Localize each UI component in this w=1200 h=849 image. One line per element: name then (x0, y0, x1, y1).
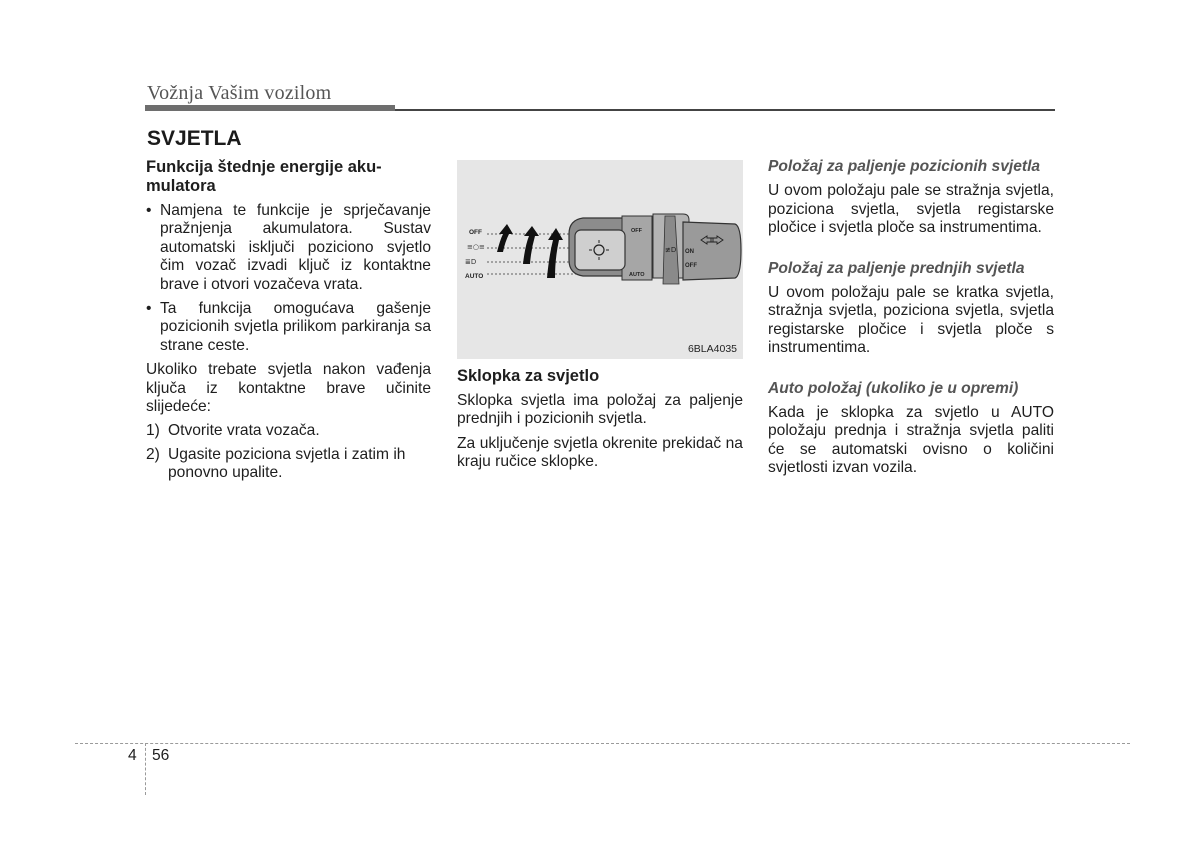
label-auto-left: AUTO (465, 273, 484, 280)
rotation-arrows (497, 224, 563, 278)
page-number: 56 (152, 747, 170, 764)
figure-code: 6BLA4035 (687, 343, 737, 355)
right-subheading: Položaj za paljenje pozicionih svjetla (768, 158, 1041, 175)
middle-heading: Sklopka za svjetlo (457, 367, 600, 385)
middle-paragraph-2: Za uključenje svjetla okrenite prekidač na kraju ručice sklopke. (457, 434, 743, 471)
footer-divider (145, 743, 146, 795)
light-switch-illustration (457, 160, 743, 359)
step-text: Ugasite poziciona svjetla i zatim ih ponovno upalite. (168, 445, 406, 482)
svg-text:≢D: ≢D (665, 246, 677, 254)
label-off-left: OFF (469, 229, 482, 236)
label-off-barrel: OFF (631, 228, 642, 234)
label-on: ON (685, 249, 694, 255)
label-off-right: OFF (685, 263, 697, 269)
step-number: 1) (146, 422, 160, 440)
parking-light-icon (467, 243, 485, 251)
right-subheading: Položaj za paljenje prednjih svjetla (768, 259, 1025, 277)
middle-column (457, 367, 743, 478)
light-switch-figure (457, 160, 743, 359)
middle-paragraph-1: Sklopka svjetla ima položaj za paljenje prednjih i pozicionih svjetla. (457, 392, 743, 428)
step-text: Otvorite vrata vozača. (168, 422, 320, 440)
bullet-item: • Ta funkcija omogućava gašenje pozicionih svjetla prilikom parkiranja sa strane ceste. (146, 300, 431, 355)
footer-rule (75, 743, 1130, 744)
svg-text:≡○≡: ≡○≡ (467, 243, 485, 251)
switch-stalk (569, 214, 741, 284)
right-paragraph: Kada je sklopka za svjetlo u AUTO položaju prednja i stražnja svjetla paliti će se automatski ovisno o količini svjetlosti izvan vozila. (768, 404, 1054, 477)
right-subheading: Auto položaj (ukoliko je u opremi) (768, 379, 1019, 397)
label-auto-barrel: AUTO (629, 272, 645, 278)
svg-text:≣D: ≣D (465, 258, 477, 266)
headlight-icon (465, 258, 476, 266)
running-header: Vožnja Vašim vozilom (147, 82, 332, 104)
step-item (146, 446, 431, 483)
step-number: 2) (146, 445, 160, 463)
right-paragraph: U ovom položaju pale se kratka svjetla, stražnja svjetla, poziciona svjetla, svjetla registarske pločice i svjetla ploče s instrumentima. (768, 284, 1054, 357)
fog-light-icon (665, 246, 676, 254)
right-paragraph: U ovom položaju pale se stražnja svjetla, poziciona svjetla, svjetla registarske pločice i svjetla ploče sa instrumentima. (768, 182, 1054, 237)
section-number: 4 (128, 747, 137, 764)
step-item (146, 422, 431, 440)
header-bar (145, 105, 395, 111)
section-title: SVJETLA (147, 127, 242, 150)
left-heading: Funkcija štednje energije akumulatora (146, 158, 382, 195)
left-paragraph: Ukoliko trebate svjetla nakon vađenja ključa iz kontaktne brave učinite slijedeće: (146, 361, 431, 416)
header-rule (395, 109, 1055, 111)
left-column (146, 158, 431, 488)
right-column (768, 158, 1054, 484)
bullet-item: • Namjena te funkcije je sprječavanje pražnjenja akumulatora. Sustav automatski isključi poziciono svjetlo čim vozač izvadi ključ iz kontaktne brave i otvori vozačeva vrata. (146, 202, 431, 294)
